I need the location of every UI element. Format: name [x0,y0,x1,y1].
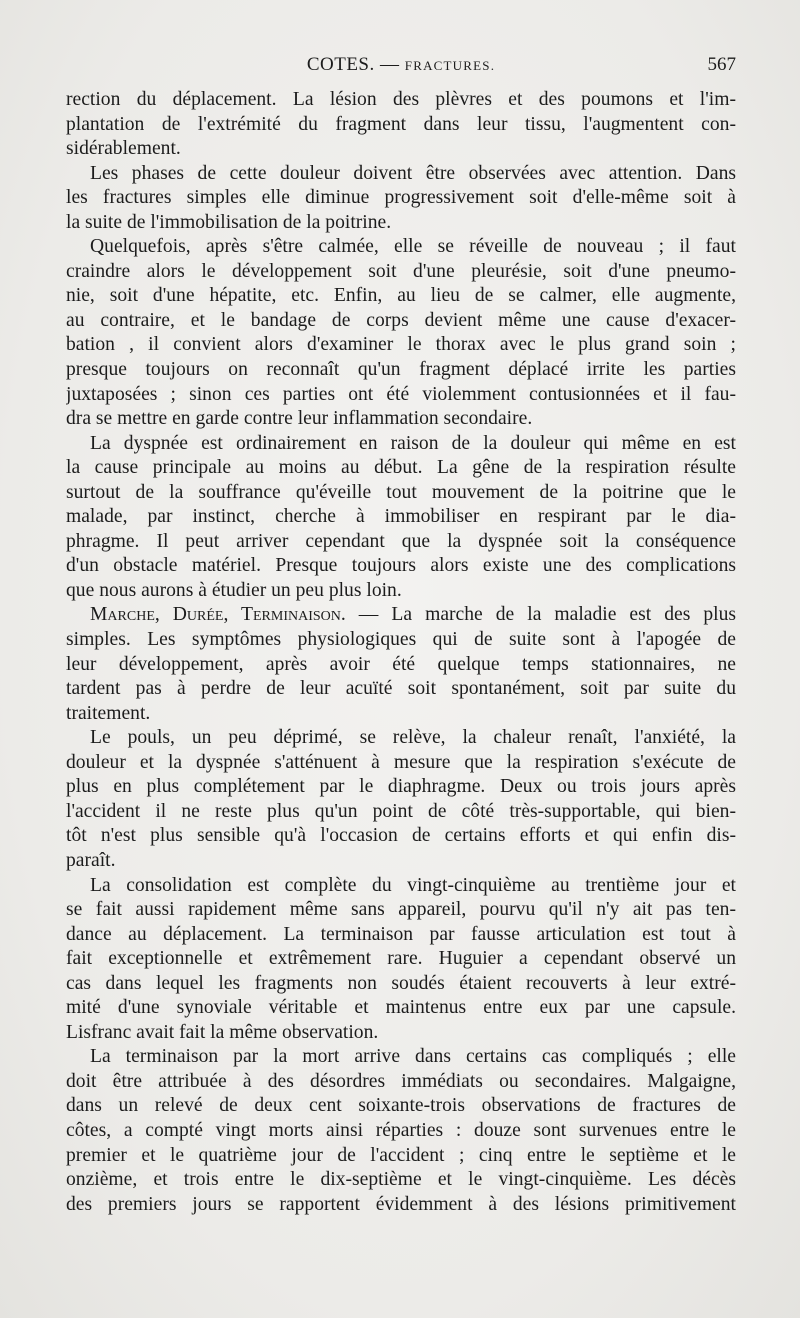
text-line: presque toujours on reconnaît qu'un fragment déplacé irrite les parties [66,359,736,381]
text-line: Les phases de cette douleur doivent être observées avec attention. Dans [90,162,736,184]
text-line: bation , il convient alors d'examiner le thorax avec le plus grand soin ; [66,334,736,356]
text-line [66,603,736,628]
text-line: tardent pas à perdre de leur acuïté soit spontanément, soit par suite du [66,678,736,700]
text-line: onzième, et trois entre le dix-septième et le vingt-cinquième. Les décès [66,1169,736,1191]
paragraph [66,235,736,431]
text-line: dance au déplacement. La terminaison par fausse articulation est tout à [66,923,736,945]
text-line: mité d'une synoviale véritable et maintenus entre eux par une capsule. [66,997,736,1019]
text-line: nie, soit d'une hépatite, etc. Enfin, au lieu de se calmer, elle augmente, [66,285,736,307]
text-line: tôt n'est plus sensible qu'à l'occasion de certains efforts et qui enfin dis- [66,825,736,847]
text-line: se fait aussi rapidement même sans appareil, pourvu qu'il n'y ait pas ten- [66,899,736,921]
text-line: La dyspnée est ordinairement en raison de la douleur qui même en est [90,432,736,454]
text-line: Lisfranc avait fait la même observation. [66,1021,379,1043]
text-line: douleur et la dyspnée s'atténuent à mesure que la respiration s'exécute de [66,751,736,773]
text-line: La consolidation est complète du vingt-cinquième au trentième jour et [90,874,736,896]
text-line: la cause principale au moins au début. La gêne de la respiration résulte [66,457,736,479]
paragraph [66,603,736,726]
text-line: malade, par instinct, cherche à immobiliser en respirant par le dia- [66,506,736,528]
text-line: les fractures simples elle diminue progressivement soit d'elle-même soit à [66,187,736,209]
heading-continuation: — La marche de la maladie est des plus [345,604,736,626]
text-line: sidérablement. [66,138,181,160]
running-title [66,54,736,76]
body-text [66,88,736,1217]
text-line: côtes, a compté vingt morts ainsi réparties : douze sont survenues entre le [66,1119,736,1141]
text-line: plantation de l'extrémité du fragment dans leur tissu, l'augmentent con- [66,113,736,135]
page-number: 567 [707,54,736,75]
section-heading: Marche, Durée, Terminaison. [90,604,346,626]
text-line: premier et le quatrième jour de l'accident ; cinq entre le septième et le [66,1144,736,1166]
text-line: surtout de la souffrance qu'éveille tout mouvement de la poitrine que le [66,481,736,503]
paragraph [66,1045,736,1217]
text-line: la suite de l'immobilisation de la poitrine. [66,211,392,233]
text-line: phragme. Il peut arriver cependant que la dyspnée soit la conséquence [66,530,736,552]
text-line: traitement. [66,702,151,724]
section-title: FRACTURES. [404,58,496,73]
text-line: dra se mettre en garde contre leur inflammation secondaire. [66,408,533,430]
text-line: Quelquefois, après s'être calmée, elle se réveille de nouveau ; il faut [90,236,736,258]
text-line: d'un obstacle matériel. Presque toujours alors existe une des complications [66,555,736,577]
text-line: cas dans lequel les fragments non soudés étaient recouverts à leur extré- [66,972,736,994]
text-line: dans un relevé de deux cent soixante-trois observations de fractures de [66,1095,736,1117]
text-line: rection du déplacement. La lésion des plèvres et des poumons et l'im- [66,89,736,110]
text-line: des premiers jours se rapportent évidemment à des lésions primitivement [66,1193,736,1215]
text-line: l'accident il ne reste plus qu'un point de côté très-supportable, qui bien- [66,800,736,822]
running-head [66,54,736,82]
text-line: que nous aurons à étudier un peu plus loin. [66,579,402,601]
chapter-title: COTES. [306,54,375,75]
text-line: Le pouls, un peu déprimé, se relève, la chaleur renaît, l'anxiété, la [90,727,736,749]
paragraph [66,88,736,162]
text-line: juxtaposées ; sinon ces parties ont été violemment contusionnées et il fau- [66,383,736,405]
text-line: simples. Les symptômes physiologiques qui de suite sont à l'apogée de [66,629,736,651]
text-line: La terminaison par la mort arrive dans certains cas compliqués ; elle [90,1046,736,1068]
text-line: craindre alors le développement soit d'une pleurésie, soit d'une pneumo- [66,260,736,282]
text-line: au contraire, et le bandage de corps devient même une cause d'exacer- [66,309,736,331]
paragraph [66,432,736,604]
paragraph [66,162,736,236]
text-line: doit être attribuée à des désordres immédiats ou secondaires. Malgaigne, [66,1070,736,1092]
title-dash: — [374,54,405,75]
text-line: leur développement, après avoir été quelque temps stationnaires, ne [66,653,736,675]
text-line: paraît. [66,849,116,871]
paragraph [66,726,736,873]
text-line: plus en plus complétement par le diaphragme. Deux ou trois jours après [66,776,736,798]
text-line: fait exceptionnelle et extrêmement rare. Huguier a cependant observé un [66,948,736,970]
paragraph [66,874,736,1046]
